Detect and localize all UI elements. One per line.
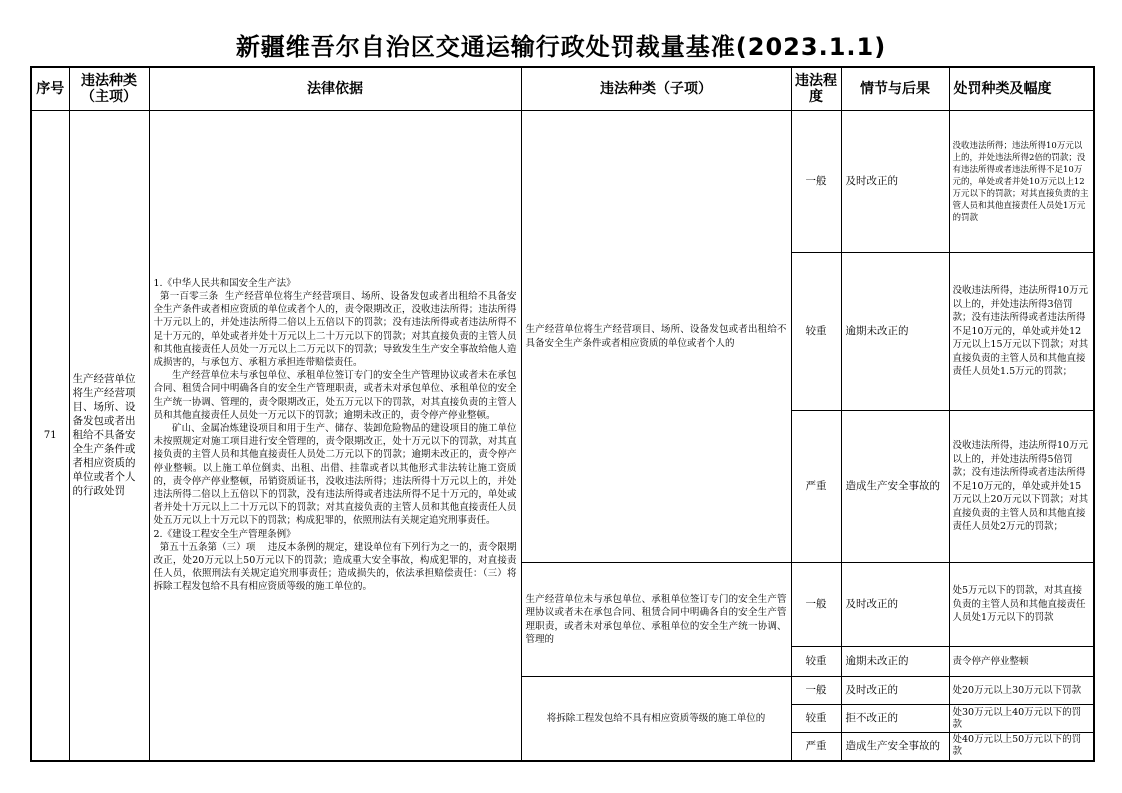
degree-cell: 较重	[791, 705, 841, 733]
circumstance-cell: 逾期未改正的	[841, 647, 949, 677]
header-penalty: 处罚种类及幅度	[949, 67, 1094, 111]
penalty-cell: 处5万元以下的罚款，对其直接负责的主管人员和其他直接责任人员处1万元以下的罚款	[949, 563, 1094, 647]
header-legal-basis: 法律依据	[149, 67, 521, 111]
circumstance-cell: 拒不改正的	[841, 705, 949, 733]
penalty-cell: 处20万元以上30万元以下罚款	[949, 677, 1094, 705]
legal-basis-cell: 1.《中华人民共和国安全生产法》 第一百零三条 生产经营单位将生产经营项目、场所、设备发包或者出租给不具备安全生产条件或者相应资质的单位或者个人的，责令限期改正，没收违法所得；违法所得十万元以上的，并处违法所得二倍以上五倍以下的罚款；没有违法所得或者违法所得不足十万元的，单处或者并处十万元以上二十万元以下的罚款；对其直接负责的主管人员和其他直接责任人员处一万元以上二万元以下的罚款；导致发生生产安全事故给他人造成损害的，与承包方、承租方承担连带赔偿责任。 生产经营单位未与承包单位、承租单位签订专门的安全生产管理协议或者未在承包合同、租赁合同中明确各自的安全生产管理职责，或者未对承包单位、承租单位的安全生产统一协调、管理的，责令限期改正，处五万元以下的罚款，对其直接负责的主管人员和其他直接责任人员处一万元以下的罚款；逾期未改正的，责令停产停业整顿。 矿山、金属冶炼建设项目和用于生产、储存、装卸危险物品的建设项目的施工单位未按照规定对施工项目进行安全管理的，责令限期改正，处十万元以下的罚款，对其直接负责的主管人员和其他直接责任人员处二万元以下的罚款；逾期未改正的，责令停产停业整顿。以上施工单位倒卖、出租、出借、挂靠或者以其他形式非法转让施工资质的，责令停产停业整顿，吊销资质证书，没收违法所得；违法所得十万元以上的，并处违法所得二倍以上五倍以下的罚款，没有违法所得或者违法所得不足十万元的，单处或者并处十万元以上二十万元以下的罚款；对其直接负责的主管人员和其他直接责任人员处五万元以上十万元以下的罚款；构成犯罪的，依照刑法有关规定追究刑事责任。 2.《建设工程安全生产管理条例》 第五十五条第（三）项 违反本条例的规定，建设单位有下列行为之一的，责令限期改正，处20万元以上50万元以下的罚款；造成重大安全事故，构成犯罪的，对直接责任人员，依照刑法有关规定追究刑事责任；造成损失的，依法承担赔偿责任：（三）将拆除工程发包给不具有相应资质等级的施工单位的。	[149, 111, 521, 761]
circumstance-cell: 及时改正的	[841, 563, 949, 647]
circumstance-cell: 逾期未改正的	[841, 253, 949, 411]
header-sub-type: 违法种类（子项）	[521, 67, 791, 111]
header-main-type: 违法种类（主项）	[69, 67, 149, 111]
penalty-cell: 没收违法所得，违法所得10万元以上的，并处违法所得5倍罚款；没有违法所得或者违法所得不足10万元的，单处或并处15万元以上20万元以下罚款；对其直接负责的主管人员和其他直接责任人员处2万元的罚款；	[949, 411, 1094, 563]
penalty-standard-table	[30, 66, 1095, 762]
circumstance-cell: 及时改正的	[841, 111, 949, 253]
header-degree: 违法程度	[791, 67, 841, 111]
degree-cell: 较重	[791, 253, 841, 411]
sub-type-cell: 生产经营单位将生产经营项目、场所、设备发包或者出租给不具备安全生产条件或者相应资质的单位或者个人的	[521, 111, 791, 563]
circumstance-cell: 造成生产安全事故的	[841, 411, 949, 563]
degree-cell: 严重	[791, 733, 841, 761]
header-row	[31, 67, 1094, 111]
table-row	[31, 111, 1094, 253]
penalty-cell: 处30万元以上40万元以下的罚款	[949, 705, 1094, 733]
degree-cell: 一般	[791, 111, 841, 253]
penalty-cell: 没收违法所得，违法所得10万元以上的，并处违法所得3倍罚款；没有违法所得或者违法所得不足10万元的，单处或并处12万元以上15万元以下罚款；对其直接负责的主管人员和其他直接责任人员处1.5万元的罚款；	[949, 253, 1094, 411]
sub-type-cell: 生产经营单位未与承包单位、承租单位签订专门的安全生产管理协议或者未在承包合同、租赁合同中明确各自的安全生产管理职责，或者未对承包单位、承租单位的安全生产统一协调、管理的	[521, 563, 791, 677]
header-seq: 序号	[31, 67, 69, 111]
seq-cell: 71	[31, 111, 69, 761]
penalty-cell: 没收违法所得；违法所得10万元以上的，并处违法所得2倍的罚款；没有违法所得或者违法所得不足10万元的，单处或者并处10万元以上12万元以下的罚款；对其直接负责的主管人员和其他直接责任人员处1万元的罚款	[949, 111, 1094, 253]
degree-cell: 较重	[791, 647, 841, 677]
sub-type-cell: 将拆除工程发包给不具有相应资质等级的施工单位的	[521, 677, 791, 761]
degree-cell: 一般	[791, 563, 841, 647]
header-circumstance: 情节与后果	[841, 67, 949, 111]
degree-cell: 一般	[791, 677, 841, 705]
main-type-cell: 生产经营单位将生产经营项目、场所、设备发包或者出租给不具备安全生产条件或者相应资质的单位或者个人的行政处罚	[69, 111, 149, 761]
penalty-cell: 处40万元以上50万元以下的罚款	[949, 733, 1094, 761]
circumstance-cell: 造成生产安全事故的	[841, 733, 949, 761]
page-title: 新疆维吾尔自治区交通运输行政处罚裁量基准(2023.1.1)	[235, 33, 887, 61]
circumstance-cell: 及时改正的	[841, 677, 949, 705]
penalty-cell: 责令停产停业整顿	[949, 647, 1094, 677]
degree-cell: 严重	[791, 411, 841, 563]
